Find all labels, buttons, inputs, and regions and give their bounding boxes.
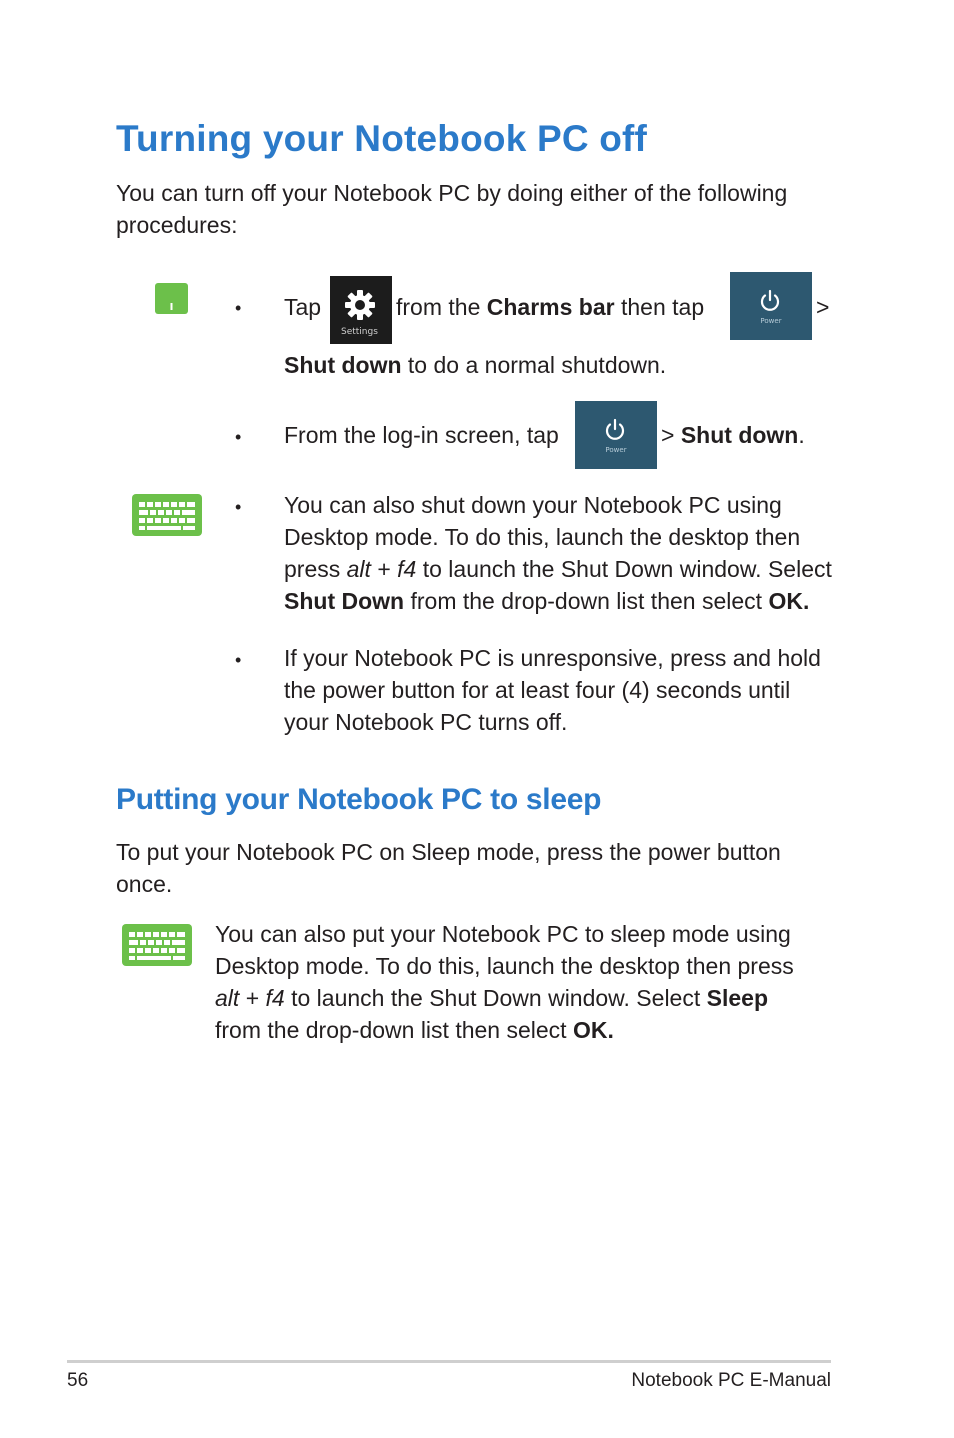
sleep-line2: once. <box>116 871 173 897</box>
bullet4-line2: the power button for at least four (4) seconds until <box>284 677 791 703</box>
settings-tile-label: Settings <box>341 327 378 337</box>
plus-text: + <box>377 556 391 582</box>
sleep-note-line1: You can also put your Notebook PC to sleep mode using <box>215 921 791 947</box>
shut-down-bold: Shut Down <box>284 588 405 614</box>
ok-bold: OK. <box>572 1017 614 1043</box>
bullet2-gt: > <box>661 422 675 448</box>
power-tile-label: Power <box>760 317 782 325</box>
manual-title: Notebook PC E-Manual <box>631 1370 831 1391</box>
keyboard-icon <box>122 924 192 966</box>
bullet-dot: • <box>235 650 242 670</box>
bullet2-text: From the log-in screen, tap <box>284 422 559 448</box>
bullet1-from-text: from the <box>396 294 481 320</box>
touchscreen-icon <box>155 283 188 314</box>
sleep-note <box>215 918 794 1046</box>
ok-bold: OK. <box>768 588 810 614</box>
bullet3-paragraph <box>284 489 832 617</box>
plus-text: + <box>245 985 260 1011</box>
bullet1-rest-text: to do a normal shutdown. <box>407 352 667 378</box>
sleep-note-line3 <box>215 982 794 1014</box>
bullet-dot: • <box>235 497 242 517</box>
bullet3-line4-rest: from the drop-down list then select <box>410 588 763 614</box>
power-tile <box>575 401 657 469</box>
shut-down-bold: Shut down <box>284 352 402 378</box>
alt-key-text: alt <box>346 556 371 582</box>
power-tile-label: Power <box>605 446 627 454</box>
power-tile <box>730 272 812 340</box>
bullet1-charms-text <box>396 291 704 323</box>
bullet2-shutdown <box>661 419 805 451</box>
page-title: Turning your Notebook PC off <box>116 118 648 159</box>
sleep-note-line4 <box>215 1014 794 1046</box>
press-text: press <box>284 556 341 582</box>
charms-bar-bold: Charms bar <box>486 294 615 320</box>
power-icon <box>603 418 627 442</box>
bullet4-paragraph <box>284 642 821 738</box>
bullet3-line3 <box>284 553 832 585</box>
intro-paragraph: You can turn off your Notebook PC by doing either of the following procedures: <box>116 180 788 238</box>
bullet-dot: • <box>235 298 242 318</box>
footer-divider <box>67 1360 831 1363</box>
sleep-line1: To put your Notebook PC on Sleep mode, press the power button <box>116 839 781 865</box>
sleep-paragraph <box>116 836 781 900</box>
bullet-dot: • <box>235 427 242 447</box>
bullet3-line4 <box>284 585 832 617</box>
sleep-note-line3-rest: to launch the Shut Down window. Select <box>291 985 701 1011</box>
bullet4-line3: your Notebook PC turns off. <box>284 709 568 735</box>
sleep-bold: Sleep <box>706 985 768 1011</box>
bullet1-tap-text: Tap <box>284 294 322 320</box>
bullet1-then-text: then tap <box>620 294 705 320</box>
bullet3-line3-rest: to launch the Shut Down window. Select <box>422 556 832 582</box>
section-heading: Putting your Notebook PC to sleep <box>116 783 602 816</box>
sleep-note-line2: Desktop mode. To do this, launch the desktop then press <box>215 953 794 979</box>
alt-key-text: alt <box>215 985 240 1011</box>
f4-key-text: f4 <box>397 556 417 582</box>
power-icon <box>758 289 782 313</box>
bullet1-line2 <box>284 349 666 381</box>
bullet4-line1: If your Notebook PC is unresponsive, press and hold <box>284 645 821 671</box>
bullet1-gt: > <box>816 294 830 320</box>
shut-down-bold: Shut down <box>680 422 799 448</box>
bullet3-line1: You can also shut down your Notebook PC using <box>284 492 782 518</box>
bullet2-period: . <box>798 422 805 448</box>
gear-icon <box>343 288 377 322</box>
f4-key-text: f4 <box>265 985 285 1011</box>
sleep-note-line4-text: from the drop-down list then select <box>215 1017 567 1043</box>
keyboard-icon <box>132 494 202 536</box>
page-number: 56 <box>67 1370 89 1391</box>
bullet3-line2: Desktop mode. To do this, launch the desktop then <box>284 524 801 550</box>
settings-tile <box>330 276 392 344</box>
